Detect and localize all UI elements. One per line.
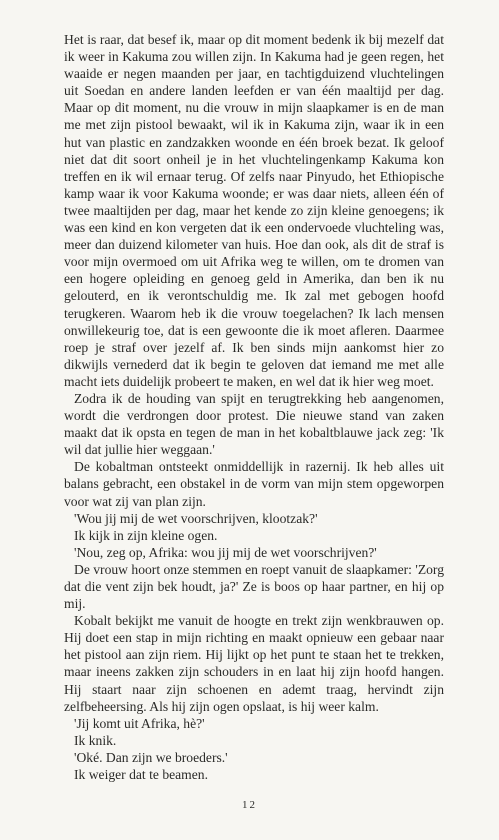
paragraph-10: Ik knik. [74, 732, 117, 748]
paragraph-1: Het is raar, dat besef ik, maar op dit moment bedenk ik bij mezelf dat ik weer in Kakuma zou willen zijn. In Kakuma had je geen regen, het waaide er negen maanden per jaar, en tachtigduizend vluchtelingen uit Soedan en andere landen leefden er van één maaltijd per dag. Maar op dit moment, nu die vrouw in mijn slaapkamer is en de man me met zijn pistool bewaakt, wil ik in Kakuma zijn, waar ik in een hut van plastic en zandzakken woonde en één broek bezat. Ik geloof niet dat dit soort onheil je in het vluchtelingenkamp Kakuma kon treffen en ik wil ernaar terug. Of zelfs naar Pinyudo, het Ethiopische kamp waar ik voor Kakuma woonde; er was daar niets, alleen één of twee maaltijden per dag, maar het kende zo zijn kleine genoegens; ik was een kind en kon vergeten dat ik een ondervoede vluchteling was, meer dan duizend kilometer van huis. Hoe dan ook, als dit de straf is voor mijn overmoed om uit Afrika weg te willen, om te dromen van een hogere opleiding en genoeg geld in Amerika, dan ben ik nu gelouterd, en ik verontschuldig me. Ik zal met gebogen hoofd terugkeren. Waarom heb ik die vrouw toegelachen? Ik lach mensen onwillekeurig toe, dat is een gewoonte die ik moet afleren. Daarmee roep je straf over jezelf af. Ik ben sinds mijn aankomst hier zo dikwijls vernederd dat ik begin te geloven dat iemand me met alle macht iets duidelijk probeert te maken, en wel dat ik hier weg moet. [64, 32, 444, 389]
paragraph-5: Ik kijk in zijn kleine ogen. [74, 527, 218, 543]
paragraph-4: 'Wou jij mij de wet voorschrijven, klootzak?' [74, 510, 318, 526]
paragraph-8: Kobalt bekijkt me vanuit de hoogte en trekt zijn wenkbrauwen op. Hij doet een stap in mijn richting en maakt opnieuw een gebaar naar het pistool aan zijn riem. Hij lijkt op het punt te staan het te trekken, maar ineens zakken zijn schouders in en laat hij zijn hoofd hangen. Hij staart naar zijn schoenen en ademt traag, hervindt zijn zelfbeheersing. Als hij zijn ogen opslaat, is hij weer kalm. [64, 613, 444, 714]
paragraph-11: 'Oké. Dan zijn we broeders.' [74, 749, 228, 765]
body-text [64, 31, 444, 783]
paragraph-3: De kobaltman ontsteekt onmiddellijk in razernij. Ik heb alles uit balans gebracht, een obstakel in de vorm van mijn stem opgeworpen voor wat zij van plan zijn. [64, 459, 444, 509]
page-number: 12 [242, 799, 257, 811]
paragraph-2: Zodra ik de houding van spijt en terugtrekking heb aangenomen, wordt die verdrongen door protest. Die nieuwe stand van zaken maakt dat ik opsta en tegen de man in het kobaltblauwe jack zeg: 'Ik wil dat jullie hier weggaan.' [64, 390, 444, 458]
paragraph-12: Ik weiger dat te beamen. [74, 767, 208, 783]
paragraph-9: 'Jij komt uit Afrika, hè?' [74, 715, 205, 731]
paragraph-7: De vrouw hoort onze stemmen en roept vanuit de slaapkamer: 'Zorg dat die vent zijn bek houdt, ja?' Ze is boos op haar partner, en hij op mij. [64, 561, 444, 612]
paragraph-6: 'Nou, zeg op, Afrika: wou jij mij de wet voorschrijven?' [74, 544, 377, 560]
